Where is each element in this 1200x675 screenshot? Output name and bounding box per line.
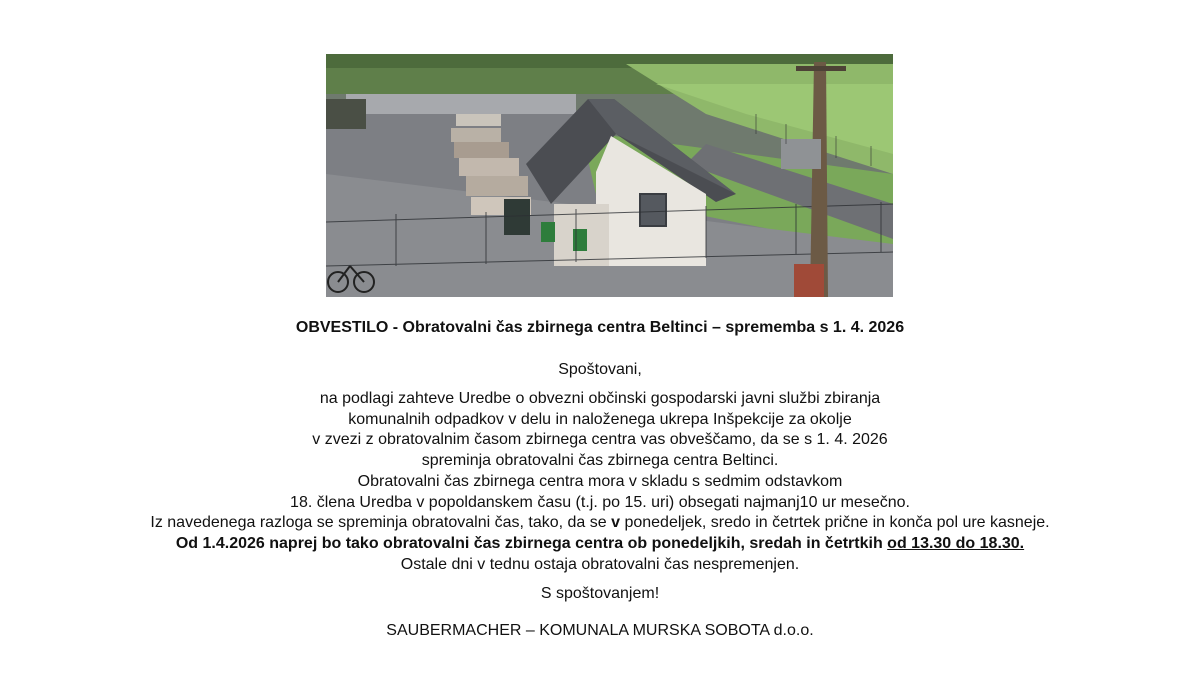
closing-text: S spoštovanjem!	[540, 585, 660, 602]
body-line-5: Obratovalni čas zbirnega centra mora v skladu s sedmim odstavkom	[357, 472, 843, 490]
collection-center-photo	[326, 54, 893, 297]
body-line-6: 18. člena Uredba v popoldanskem času (t.j. po 15. uri) obsegati najmanj10 ur mesečno.	[290, 493, 910, 511]
greeting: Spoštovani,	[558, 361, 642, 378]
notice-title: OBVESTILO - Obratovalni čas zbirnega centra Beltinci – sprememba s 1. 4. 2026	[295, 319, 905, 336]
body-line-3: v zvezi z obratovalnim časom zbirnega centra vas obveščamo, da se s 1. 4. 2026	[312, 431, 888, 449]
body-line-1: na podlagi zahteve Uredbe o obvezni občinski gospodarski javni službi zbiranja	[319, 390, 881, 407]
reason-text-bold: v	[611, 514, 621, 532]
body-line-2: komunalnih odpadkov v delu in naloženega ukrepa Inšpekcije za okolje	[348, 410, 852, 428]
signature: SAUBERMACHER – KOMUNALA MURSKA SOBOTA d.o.o.	[386, 622, 814, 639]
highlight-text: Od 1.4.2026 naprej bo tako obratovalni čas zbirnega centra ob ponedeljkih, sredah in četrtkih	[175, 534, 888, 552]
other-days-line: Ostale dni v tednu ostaja obratovalni čas nespremenjen.	[400, 555, 800, 573]
reason-line	[0, 513, 1200, 534]
highlight-line	[0, 534, 1200, 555]
collection-center-photo-drawing	[326, 54, 893, 297]
highlight-hours: od 13.30 do 18.30.	[887, 534, 1025, 552]
notice-body	[0, 389, 1200, 575]
reason-text-after: ponedeljek, sredo in četrtek prične in konča pol ure kasneje.	[620, 514, 1050, 532]
body-line-4: spreminja obratovalni čas zbirnega centra Beltinci.	[421, 452, 779, 470]
reason-text-before: Iz navedenega razloga se spreminja obratovalni čas, tako, da se	[150, 514, 612, 532]
